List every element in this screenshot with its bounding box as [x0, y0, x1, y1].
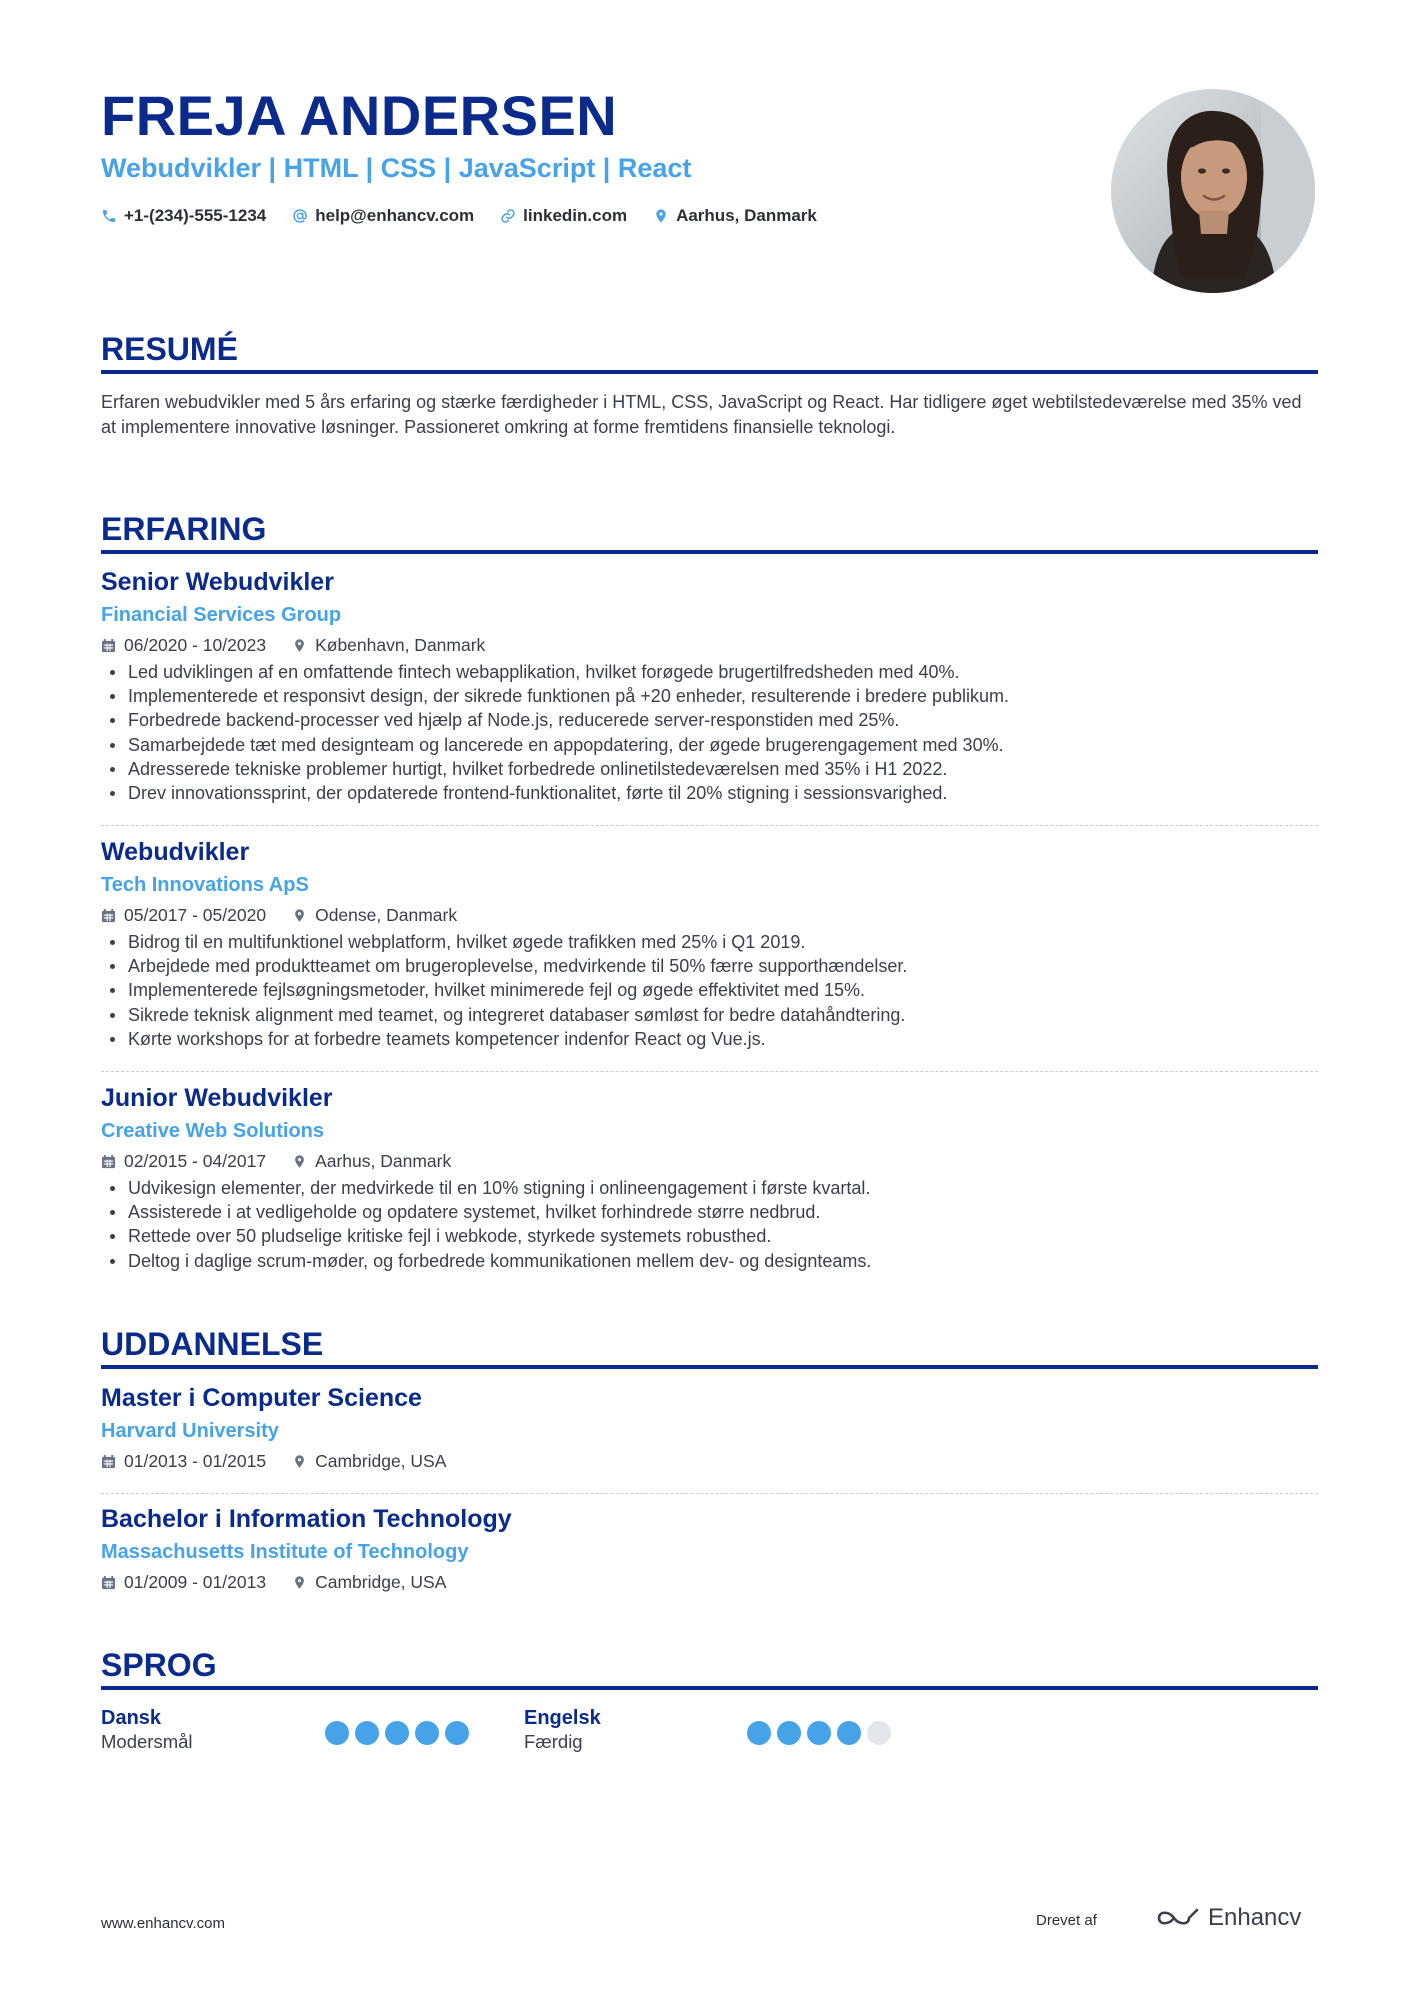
list-item: Led udviklingen af en omfattende fintech webapplikation, hvilket forøgede brugertilfredsheden med 40%. [101, 660, 1318, 684]
list-item: Implementerede et responsivt design, der sikrede funktionen på +20 enheder, resulterende i bredere publikum. [101, 684, 1318, 708]
footer-brand[interactable] [1156, 1904, 1301, 1932]
location-pin-icon [292, 1454, 307, 1469]
profile-photo [1111, 89, 1315, 293]
rating-dot-filled [837, 1721, 861, 1745]
linkedin-text: linkedin.com [523, 206, 628, 225]
language-level: Færdig [524, 1731, 583, 1752]
entry-dates [101, 1149, 266, 1173]
location-text: Aarhus, Danmark [315, 1151, 452, 1171]
enhancv-logo-icon [1156, 1906, 1200, 1930]
experience-entry [101, 1082, 1318, 1273]
company-name: Tech Innovations ApS [101, 874, 309, 896]
list-item: Deltog i daglige scrum-møder, og forbedrede kommunikationen mellem dev- og designteams. [101, 1249, 1318, 1273]
dates-text: 06/2020 - 10/2023 [124, 635, 267, 655]
entry-meta [101, 903, 1318, 927]
degree-title: Master i Computer Science [101, 1384, 422, 1412]
footer-powered-by: Drevet af [1036, 1912, 1097, 1929]
summary-text: Erfaren webudvikler med 5 års erfaring og stærke færdigheder i HTML, CSS, JavaScript og React. Har tidligere øget webtilstedeværelse med 35% ved at implementere innovative løsninger. Passioneret omkring at forme fremtidens finansielle teknologi. [101, 392, 1302, 437]
achievement-list [101, 660, 1318, 805]
location-pin-icon [292, 908, 307, 923]
contact-bar [101, 204, 817, 228]
entry-location [292, 633, 485, 657]
location-pin-icon [292, 1154, 307, 1169]
languages-title: SPROG [101, 1647, 217, 1683]
dates-text: 05/2017 - 05/2020 [124, 905, 267, 925]
location-text: Cambridge, USA [315, 1572, 447, 1592]
company-name: Creative Web Solutions [101, 1120, 325, 1142]
summary-divider [101, 370, 1318, 374]
dates-text: 02/2015 - 04/2017 [124, 1151, 267, 1171]
location-pin-icon [292, 1575, 307, 1590]
entry-dates [101, 903, 266, 927]
language-name: Dansk [101, 1707, 162, 1729]
calendar-icon [101, 908, 116, 923]
location-text: Odense, Danmark [315, 905, 458, 925]
list-item: Samarbejdede tæt med designteam og lancerede en appopdatering, der øgede brugerengagement med 30%. [101, 733, 1318, 757]
language-item [524, 1706, 601, 1754]
contact-location [653, 204, 817, 228]
entry-location [292, 1449, 446, 1473]
list-item: Kørte workshops for at forbedre teamets kompetencer indenfor React og Vue.js. [101, 1027, 1318, 1051]
languages-divider [101, 1686, 1318, 1690]
list-item: Assisterede i at vedligeholde og opdatere systemet, hvilket forhindrede større nedbrud. [101, 1200, 1318, 1224]
entry-separator [101, 825, 1318, 826]
location-pin-icon [292, 638, 307, 653]
entry-meta [101, 1149, 1318, 1173]
rating-dot-filled [807, 1721, 831, 1745]
calendar-icon [101, 1575, 116, 1590]
experience-divider [101, 550, 1318, 554]
list-item: Arbejdede med produktteamet om brugeroplevelse, medvirkende til 50% færre supporthændelser. [101, 954, 1318, 978]
location-pin-icon [653, 208, 669, 224]
rating-dot-filled [385, 1721, 409, 1745]
phone-text: +1-(234)-555-1234 [124, 206, 267, 225]
list-item: Forbedrede backend-processer ved hjælp af Node.js, reducerede server-responstiden med 25%. [101, 708, 1318, 732]
achievement-list [101, 930, 1318, 1051]
list-item: Implementerede fejlsøgningsmetoder, hvilket minimerede fejl og øgede effektivitet med 15%. [101, 978, 1318, 1002]
entry-separator [101, 1493, 1318, 1494]
location-text: Cambridge, USA [315, 1451, 447, 1471]
language-name: Engelsk [524, 1707, 601, 1729]
location-text: Aarhus, Danmark [676, 206, 817, 225]
entry-meta [101, 633, 1318, 657]
list-item: Rettede over 50 pludselige kritiske fejl i webkode, styrkede systemets robusthed. [101, 1224, 1318, 1248]
experience-title: ERFARING [101, 511, 267, 547]
entry-location [292, 1149, 451, 1173]
education-entry [101, 1382, 1318, 1473]
entry-dates [101, 633, 266, 657]
language-rating [747, 1721, 891, 1745]
language-rating [325, 1721, 469, 1745]
job-title: Senior Webudvikler [101, 568, 334, 596]
rating-dot-filled [415, 1721, 439, 1745]
calendar-icon [101, 1154, 116, 1169]
list-item: Bidrog til en multifunktionel webplatform, hvilket øgede trafikken med 25% i Q1 2019. [101, 930, 1318, 954]
profile-photo-image [1111, 89, 1315, 293]
rating-dot-filled [325, 1721, 349, 1745]
footer-url[interactable]: www.enhancv.com [101, 1915, 225, 1932]
dates-text: 01/2009 - 01/2013 [124, 1572, 267, 1592]
summary-title: RESUMÉ [101, 331, 238, 367]
language-item [101, 1706, 193, 1754]
link-icon [500, 208, 516, 224]
entry-location [292, 1570, 446, 1594]
entry-meta [101, 1570, 1318, 1594]
calendar-icon [101, 638, 116, 653]
education-title: UDDANNELSE [101, 1326, 324, 1362]
entry-dates [101, 1570, 266, 1594]
degree-title: Bachelor i Information Technology [101, 1505, 512, 1533]
candidate-headline: Webudvikler | HTML | CSS | JavaScript | React [101, 153, 692, 183]
candidate-name: FREJA ANDERSEN [101, 84, 618, 147]
education-entry [101, 1503, 1318, 1594]
entry-meta [101, 1449, 1318, 1473]
contact-email[interactable] [292, 204, 474, 228]
school-name: Massachusetts Institute of Technology [101, 1541, 469, 1563]
job-title: Webudvikler [101, 838, 250, 866]
language-level: Modersmål [101, 1731, 193, 1752]
list-item: Drev innovationssprint, der opdaterede frontend-funktionalitet, førte til 20% stigning i sessionsvarighed. [101, 781, 1318, 805]
list-item: Udvikesign elementer, der medvirkede til en 10% stigning i onlineengagement i første kvartal. [101, 1176, 1318, 1200]
achievement-list [101, 1176, 1318, 1273]
company-name: Financial Services Group [101, 604, 342, 626]
school-name: Harvard University [101, 1420, 279, 1442]
at-icon [292, 208, 308, 224]
brand-text: Enhancv [1208, 1904, 1302, 1931]
dates-text: 01/2013 - 01/2015 [124, 1451, 267, 1471]
entry-location [292, 903, 457, 927]
list-item: Adresserede tekniske problemer hurtigt, hvilket forbedrede onlinetilstedeværelsen med 35% i H1 2022. [101, 757, 1318, 781]
job-title: Junior Webudvikler [101, 1084, 333, 1112]
rating-dot-filled [445, 1721, 469, 1745]
rating-dot-empty [867, 1721, 891, 1745]
experience-entry [101, 566, 1318, 805]
rating-dot-filled [747, 1721, 771, 1745]
contact-linkedin[interactable] [500, 204, 627, 228]
experience-entry [101, 836, 1318, 1051]
email-text: help@enhancv.com [315, 206, 475, 225]
entry-dates [101, 1449, 266, 1473]
entry-separator [101, 1071, 1318, 1072]
rating-dot-filled [777, 1721, 801, 1745]
phone-icon [101, 208, 117, 224]
rating-dot-filled [355, 1721, 379, 1745]
contact-phone[interactable] [101, 204, 266, 228]
calendar-icon [101, 1454, 116, 1469]
location-text: København, Danmark [315, 635, 486, 655]
list-item: Sikrede teknisk alignment med teamet, og integreret databaser sømløst for bedre datahåndtering. [101, 1003, 1318, 1027]
education-divider [101, 1365, 1318, 1369]
